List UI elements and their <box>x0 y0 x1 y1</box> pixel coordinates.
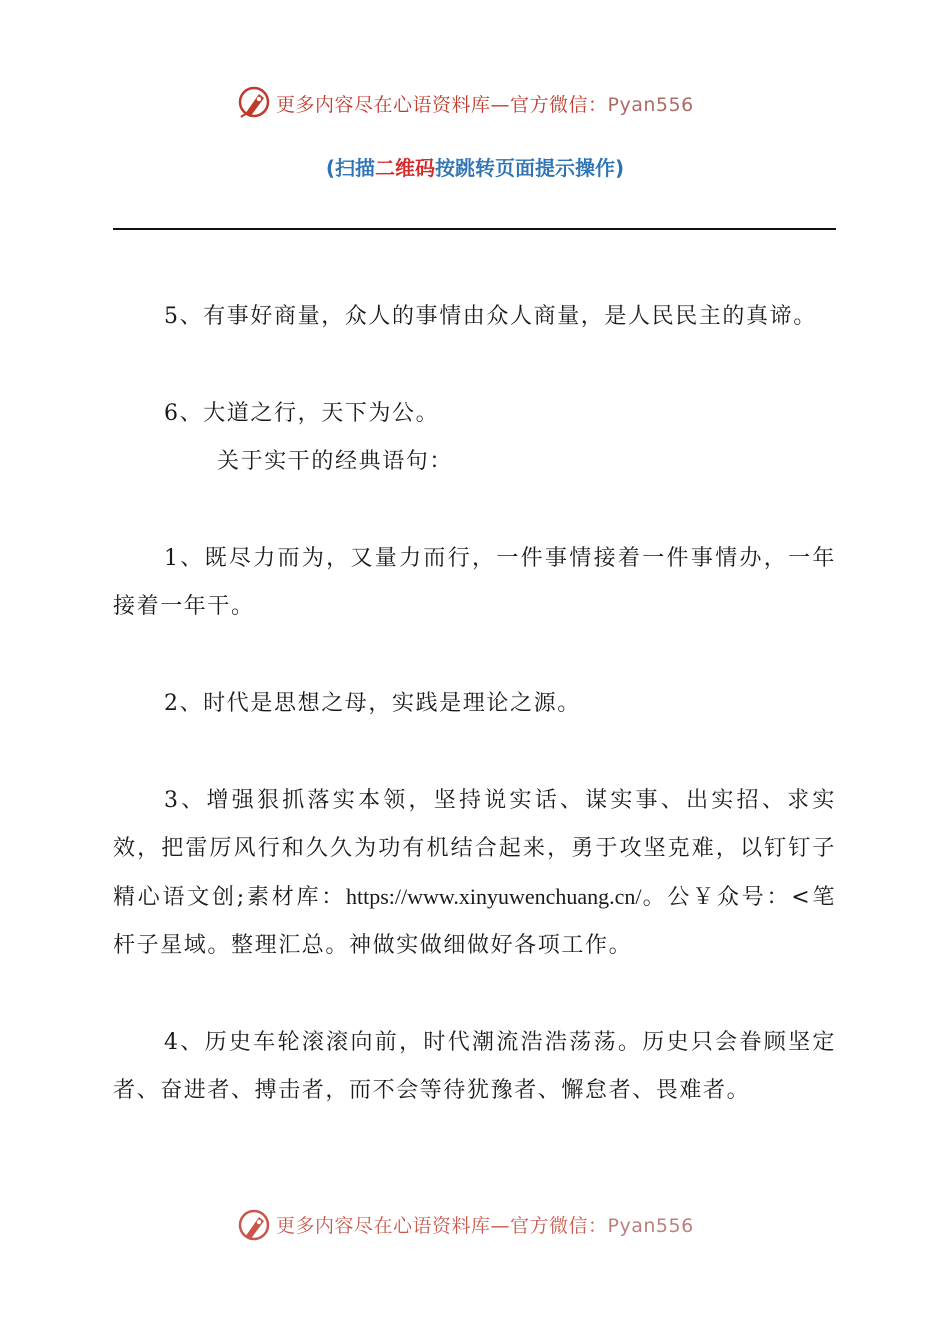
wechat-id: Pyan556 <box>607 94 694 116</box>
page-header <box>0 84 950 124</box>
instruction-suffix: 按跳转页面提示操作) <box>435 156 625 180</box>
quote-3-text: 3、增强狠抓落实本领，坚持说实话、谋实事、出实招、求实效，把雷厉风行和久久为功有机结合起来，勇于攻坚克难，以钉钉子精心语文创;素材库： <box>113 788 836 910</box>
footer-brand-banner <box>276 1211 694 1238</box>
footer-brand-text: 更多内容尽在心语资料库—官方微信： <box>276 1215 608 1237</box>
source-url: https://www.xinyuwenchuang.cn/ <box>345 884 642 909</box>
scan-instruction <box>0 152 950 181</box>
page-footer <box>0 1207 950 1241</box>
header-divider <box>113 228 836 230</box>
pen-nib-seal-icon <box>237 1207 271 1243</box>
paragraph-6: 6、大道之行，天下为公。 <box>164 401 440 426</box>
quote-3 <box>113 777 836 970</box>
footer-wechat-id: Pyan556 <box>607 1215 694 1237</box>
instruction-prefix: (扫描 <box>325 156 375 180</box>
instruction-highlight: 二维码 <box>375 156 435 180</box>
quote-2: 2、时代是思想之母，实践是理论之源。 <box>164 691 581 716</box>
quote-1: 1、既尽力而为，又量力而行，一件事情接着一件事情办，一年接着一年干。 <box>113 546 836 619</box>
paragraph-5: 5、有事好商量，众人的事情由众人商量，是人民民主的真谛。 <box>164 304 817 329</box>
quote-3-tail: 。公￥众号：<笔杆子星域。整理汇总。神做实做细做好各项工作。 <box>113 885 836 958</box>
document-body <box>113 293 836 1115</box>
section-title: 关于实干的经典语句： <box>217 449 454 474</box>
brand-text: 更多内容尽在心语资料库—官方微信： <box>276 94 608 116</box>
quote-4: 4、历史车轮滚滚向前，时代潮流浩浩荡荡。历史只会眷顾坚定者、奋进者、搏击者，而不会等待犹豫者、懈怠者、畏难者。 <box>113 1030 836 1103</box>
brand-banner <box>276 90 694 117</box>
pen-nib-seal-icon <box>237 84 271 120</box>
